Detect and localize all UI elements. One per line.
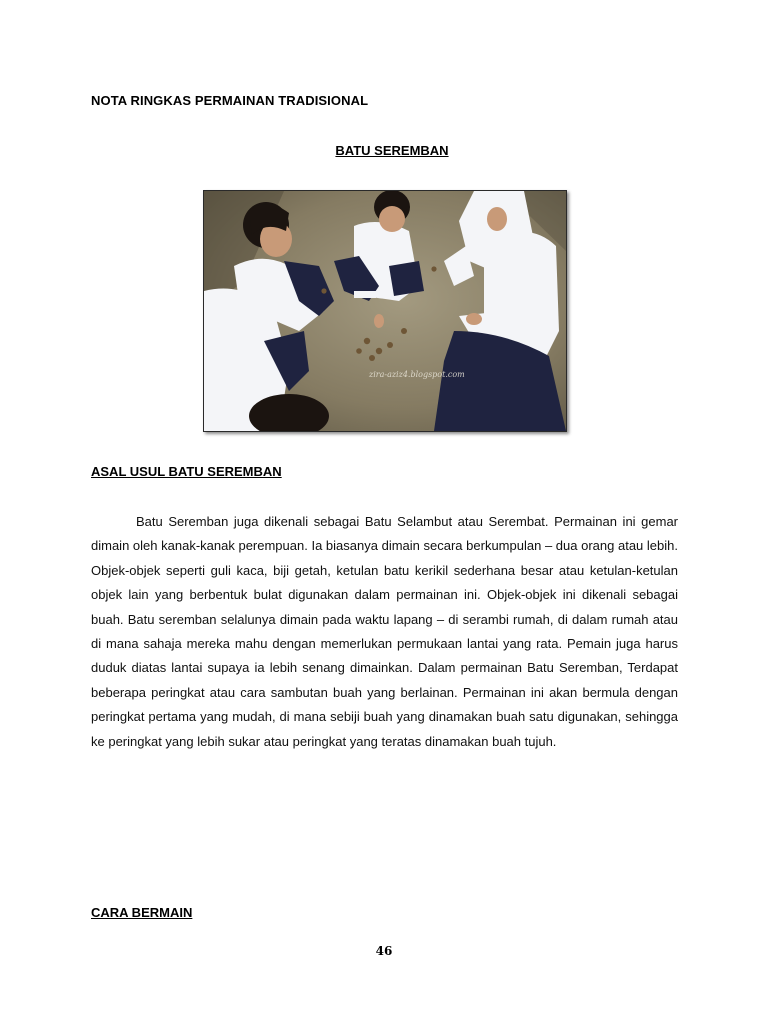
document-title: NOTA RINGKAS PERMAINAN TRADISIONAL: [91, 93, 369, 108]
section-paragraph-asal-usul: Batu Seremban juga dikenali sebagai Batu Selambut atau Serembat. Permainan ini gemar dimain oleh kanak-kanak perempuan. Ia biasanya dimain secara berkumpulan – dua orang atau lebih. Objek-objek seperti guli kaca, biji getah, ketulan batu kerikil sederhana besar atau ketulan-ketulan objek lain yang berbentuk bulat digunakan dalam permainan ini. Objek-objek ini dikenali sebagai buah. Batu seremban selalunya dimain pada waktu lapang – di serambi rumah, di dalam rumah atau di mana sahaja mereka mahu dengan memerlukan permukaan lantai yang rata. Pemain juga harus duduk diatas lantai supaya ia lebih senang dimainkan. Dalam permainan Batu Seremban, Terdapat beberapa peringkat atau cara sambutan buah yang berlainan. Permainan ini akan bermula dengan peringkat pertama yang mudah, di mana sebiji buah yang dinamakan buah satu digunakan, sehingga ke peringkat yang lebih sukar atau peringkat yang teratas dinamakan buah tujuh.: [91, 514, 678, 749]
page-number: 46: [375, 944, 393, 958]
photo-watermark: zira-aziz4.blogspot.com: [369, 370, 465, 379]
section-heading-asal-usul: ASAL USUL BATU SEREMBAN: [91, 464, 282, 479]
document-subtitle: BATU SEREMBAN: [335, 143, 449, 158]
children-playing-photo: [203, 190, 567, 432]
section-heading-cara-bermain: CARA BERMAIN: [91, 905, 193, 920]
